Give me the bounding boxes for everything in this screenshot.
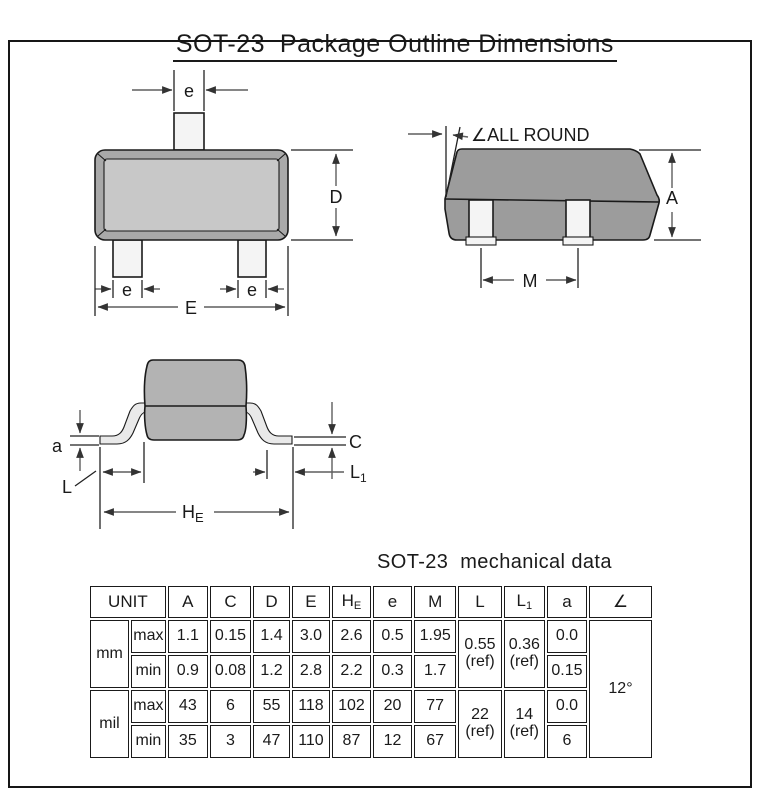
cell-mm-max-he: 2.6 <box>332 620 371 653</box>
cell-mm-min-e: 2.8 <box>292 655 330 688</box>
cell-mm-max-label: max <box>131 620 166 653</box>
row-mil-max <box>90 690 652 723</box>
cell-mm-min-a-small: 0.15 <box>547 655 587 688</box>
mechanical-data-table <box>88 584 654 760</box>
cell-mm-min-e-small: 0.3 <box>373 655 412 688</box>
cell-unit-mil: mil <box>90 690 129 758</box>
cell-mil-max-a: 43 <box>168 690 208 723</box>
cell-mm-max-e: 3.0 <box>292 620 330 653</box>
dim-label-d: D <box>329 187 343 207</box>
cell-mm-min-c: 0.08 <box>210 655 251 688</box>
dim-label-a-thickness: a <box>52 436 63 456</box>
cell-mm-max-c: 0.15 <box>210 620 251 653</box>
dim-label-e-top: e <box>183 81 195 101</box>
cell-mil-max-d: 55 <box>253 690 290 723</box>
dim-label-l: L <box>62 477 73 497</box>
page-title-text: SOT-23 Package Outline Dimensions <box>173 30 617 62</box>
cell-mil-min-m: 67 <box>414 725 456 758</box>
dim-label-l1: $L_1$ <box>350 462 367 485</box>
cell-mil-min-he: 87 <box>332 725 371 758</box>
cell-mil-min-a: 35 <box>168 725 208 758</box>
col-header-e: E <box>292 586 330 618</box>
cell-mm-min-label: min <box>131 655 166 688</box>
col-header-d: D <box>253 586 290 618</box>
cell-mil-max-m: 77 <box>414 690 456 723</box>
cell-mil-min-e: 110 <box>292 725 330 758</box>
cell-mm-min-m: 1.7 <box>414 655 456 688</box>
col-header-m: M <box>414 586 456 618</box>
col-header-e-small: e <box>373 586 412 618</box>
cell-mm-max-m: 1.95 <box>414 620 456 653</box>
cell-mil-max-c: 6 <box>210 690 251 723</box>
col-header-l: L <box>458 586 501 618</box>
cell-mil-max-label: max <box>131 690 166 723</box>
row-mm-min <box>90 655 652 688</box>
cell-mm-l1: 0.36 (ref) <box>504 620 545 688</box>
dim-label-e-right: e <box>246 280 258 300</box>
col-header-he: $H_E$ <box>332 586 371 618</box>
cell-mm-max-a: 1.1 <box>168 620 208 653</box>
cell-mm-min-he: 2.2 <box>332 655 371 688</box>
header-row <box>90 586 652 618</box>
dim-label-c: C <box>349 432 362 452</box>
col-header-unit: UNIT <box>90 586 166 618</box>
cell-mm-max-a-small: 0.0 <box>547 620 587 653</box>
cell-mil-min-label: min <box>131 725 166 758</box>
dim-label-m: M <box>522 271 538 291</box>
cell-mm-min-a: 0.9 <box>168 655 208 688</box>
cell-mil-min-e-small: 12 <box>373 725 412 758</box>
cell-mil-l1: 14 (ref) <box>504 690 545 758</box>
col-header-c: C <box>210 586 251 618</box>
cell-mil-max-a-small: 0.0 <box>547 690 587 723</box>
row-mm-max <box>90 620 652 653</box>
cell-mil-max-he: 102 <box>332 690 371 723</box>
table-title: SOT-23 mechanical data <box>377 551 612 573</box>
col-header-angle: ∠ <box>589 586 652 618</box>
cell-mil-min-d: 47 <box>253 725 290 758</box>
col-header-a-small: a <box>547 586 587 618</box>
all-round-label: ∠ALL ROUND <box>471 125 590 145</box>
dim-label-he: $H_E$ <box>182 502 204 525</box>
cell-mil-min-c: 3 <box>210 725 251 758</box>
cell-mil-l: 22 (ref) <box>458 690 501 758</box>
row-mil-min <box>90 725 652 758</box>
cell-mil-max-e: 118 <box>292 690 330 723</box>
cell-unit-mm: mm <box>90 620 129 688</box>
cell-mm-l: 0.55 (ref) <box>458 620 501 688</box>
cell-mil-min-a-small: 6 <box>547 725 587 758</box>
dim-label-e-left: e <box>121 280 133 300</box>
cell-mil-max-e-small: 20 <box>373 690 412 723</box>
dim-label-e-full: E <box>184 298 198 318</box>
dim-label-a-height: A <box>665 188 679 208</box>
cell-mm-max-d: 1.4 <box>253 620 290 653</box>
col-header-l1: $L_1$ <box>504 586 545 618</box>
cell-angle-value: 12° <box>589 620 652 758</box>
col-header-a: A <box>168 586 208 618</box>
cell-mm-max-e-small: 0.5 <box>373 620 412 653</box>
cell-mm-min-d: 1.2 <box>253 655 290 688</box>
